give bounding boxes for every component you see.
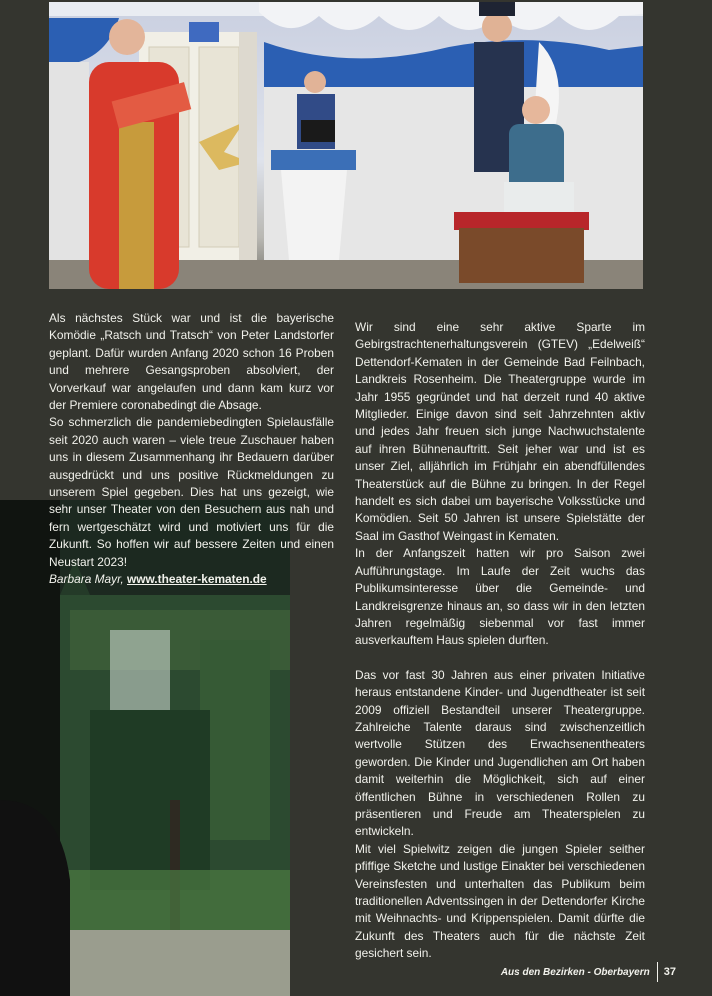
page-footer xyxy=(501,962,676,982)
article-left-column xyxy=(49,310,334,589)
stage-photo xyxy=(49,2,643,289)
website-link[interactable]: www.theater-kematen.de xyxy=(127,572,267,587)
paragraph-left-2: So schmerzlich die pandemiebedingten Spielausfälle seit 2020 auch waren – viele treue Zuschauer haben uns in diesem Zusammenhang ihr Bedauern darüber ausgedrückt und uns positive Rückmeldungen zu unserem Spiel gegeben. Dies hat uns gezeigt, wie sehr unser Theater von den Besuchern aus nah und fern wertgeschätzt wird und motiviert uns für die Zukunft. So hoffen wir auf bessere Zeiten und einen Neustart 2023! xyxy=(49,415,334,569)
paragraph-right-3: Das vor fast 30 Jahren aus einer privaten Initiative heraus entstandene Kinder- und Jugendtheater ist seit 2009 offiziell Bestandteil unserer Theatergruppe. Zahlreiche Talente daraus sind zwischenzeitlich wertvolle Stützen des Erwachsenentheaters geworden. Die Kinder und Jugendlichen am Ort haben damit weiterhin die Möglichkeit, sich auf einer öffentlichen Bühne in verschiedenen Rollen zu präsentieren und Freude am Theaterspielen zu entwickeln. xyxy=(355,667,645,839)
article-right-column xyxy=(355,319,645,963)
author-name: Barbara Mayr, xyxy=(49,572,124,587)
paragraph-right-1: Wir sind eine sehr aktive Sparte im Gebirgstrachtenerhaltungsverein (GTEV) „Edelweiß“ Dettendorf-Kematen in der Gemeinde Bad Feilnbach, Landkreis Rosenheim. Die Theatergruppe wurde im Jahr 1955 gegründet und hat derzeit rund 40 aktive Mitglieder. Einige davon sind seit Jahrzehnten aktiv und jedes Jahr freuen sich junge Nachwuchstalente auf ihren Bühnenauftritt. Seit jeher war und ist es unser Ziel, alljährlich im Frühjahr ein abendfüllendes Theaterstück auf die Bühne zu bringen. In der Regel handelt es sich dabei um bayerische Volksstücke und Komödien. Seit 50 Jahren ist unsere Spielstätte der Saal im Gasthof Weingast in Kematen. xyxy=(355,320,645,543)
page-number: 37 xyxy=(663,966,676,978)
paragraph-right-2: In der Anfangszeit hatten wir pro Saison zwei Aufführungstage. Im Laufe der Zeit wuchs das Publikumsinteresse über die Gemeinde- und Landkreisgrenze hinaus an, so dass wir in den letzten Jahren regelmäßig siebenmal vor fast immer ausverkauftem Haus spielen durften. xyxy=(355,546,645,648)
paragraph-right-4: Mit viel Spielwitz zeigen die jungen Spieler seither pfiffige Sketche und lustige Einakter bei verschiedenen Vereinsfesten und unterhalten das Publikum beim traditionellen Adventssingen in der Dettendorfer Kirche mit Weihnachts- und Krippenspielen. Damit dürfte die Zukunft des Theaters auch für die nächste Zeit gesichert sein. xyxy=(355,841,645,961)
stage-scene-illustration xyxy=(49,2,643,289)
byline xyxy=(49,571,334,588)
footer-section-title: Aus den Bezirken - Oberbayern xyxy=(500,966,650,978)
paragraph-left-1: Als nächstes Stück war und ist die bayerische Komödie „Ratsch und Tratsch“ von Peter Landstorfer geplant. Dafür wurden Anfang 2020 schon 16 Proben und mehrere Gesangsproben absolviert, der Vorverkauf war angelaufen und dann kam kurz vor der Premiere coronabedingt die Absage. xyxy=(49,311,334,413)
paragraph-spacer xyxy=(355,650,645,667)
